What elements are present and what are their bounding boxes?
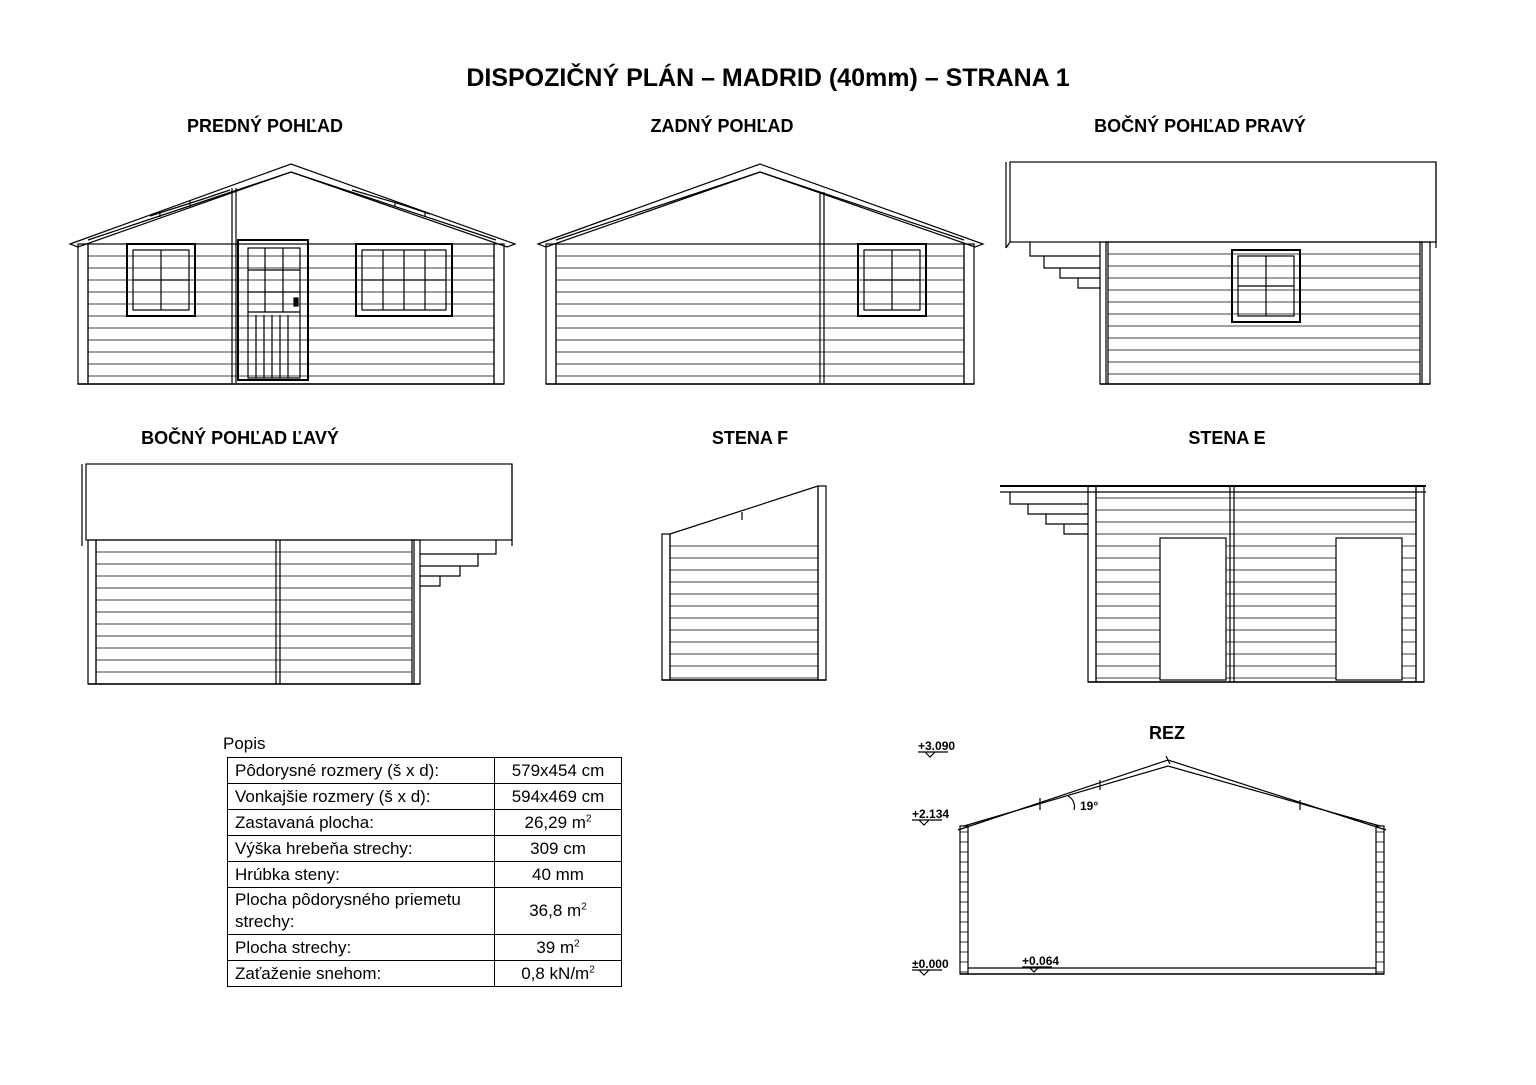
view-title-back: ZADNÝ POHĽAD bbox=[650, 116, 794, 136]
side-right-eave-steps bbox=[1030, 242, 1100, 288]
view-title-side-left: BOČNÝ POHĽAD ĽAVÝ bbox=[141, 428, 339, 448]
back-view-drawing bbox=[538, 164, 983, 384]
spec-key: Výška hrebeňa strechy: bbox=[228, 836, 495, 862]
spec-table bbox=[227, 757, 622, 987]
spec-key: Zaťaženie snehom: bbox=[228, 961, 495, 987]
side-right-window bbox=[1232, 250, 1300, 322]
spec-key: Plocha pôdorysného priemetu strechy: bbox=[228, 888, 495, 935]
level-markers bbox=[912, 752, 1052, 975]
spec-row bbox=[228, 888, 622, 935]
spec-key: Zastavaná plocha: bbox=[228, 810, 495, 836]
spec-key: Pôdorysné rozmery (š x d): bbox=[228, 758, 495, 784]
spec-row bbox=[228, 836, 622, 862]
front-view-drawing bbox=[70, 164, 515, 384]
spec-value: 36,8 $m^2$ bbox=[495, 888, 622, 935]
wall-e-opening-left bbox=[1160, 538, 1226, 680]
spec-row bbox=[228, 784, 622, 810]
level-eave: +2.134 bbox=[912, 807, 950, 821]
spec-value: 26,29 $m^2$ bbox=[495, 810, 622, 836]
wall-e-eave-steps bbox=[1010, 492, 1088, 534]
section-drawing bbox=[912, 752, 1386, 975]
back-window bbox=[858, 244, 926, 316]
side-left-eave-steps bbox=[420, 540, 496, 586]
wall-e-drawing bbox=[1000, 486, 1426, 682]
level-floor: +0.064 bbox=[1022, 954, 1060, 968]
view-title-side-right: BOČNÝ POHĽAD PRAVÝ bbox=[1094, 116, 1306, 136]
view-title-wall-e: STENA E bbox=[1188, 428, 1266, 448]
section-wall-logs bbox=[960, 832, 1384, 972]
front-window-left bbox=[127, 244, 195, 316]
spec-row bbox=[228, 862, 622, 888]
level-ground: ±0.000 bbox=[912, 957, 949, 971]
roof-angle-label: 19° bbox=[1080, 799, 1099, 813]
section-angle-arc bbox=[1068, 796, 1074, 810]
wall-f-logs bbox=[670, 546, 818, 678]
front-window-right bbox=[356, 244, 452, 316]
popis-label: Popis bbox=[223, 734, 266, 753]
page-title: DISPOZIČNÝ PLÁN – MADRID (40mm) – STRANA 1 bbox=[466, 64, 1070, 92]
level-ridge: +3.090 bbox=[918, 739, 956, 753]
wall-e-opening-right bbox=[1336, 538, 1402, 680]
view-title-wall-f: STENA F bbox=[711, 428, 789, 448]
view-title-section: REZ bbox=[1149, 723, 1185, 743]
front-door bbox=[238, 240, 308, 380]
spec-value: 309 cm bbox=[495, 836, 622, 862]
side-left-logs bbox=[96, 552, 412, 672]
side-left-view-drawing bbox=[82, 464, 512, 684]
spec-value: 579x454 cm bbox=[495, 758, 622, 784]
view-title-front: PREDNÝ POHĽAD bbox=[186, 116, 343, 136]
spec-key: Plocha strechy: bbox=[228, 935, 495, 961]
spec-value: 0,8 $kN/m^2$ bbox=[495, 961, 622, 987]
spec-key: Vonkajšie rozmery (š x d): bbox=[228, 784, 495, 810]
spec-value: 39 $m^2$ bbox=[495, 935, 622, 961]
spec-row bbox=[228, 758, 622, 784]
spec-value: 594x469 cm bbox=[495, 784, 622, 810]
wall-f-drawing bbox=[662, 486, 826, 680]
spec-row bbox=[228, 935, 622, 961]
spec-row bbox=[228, 961, 622, 987]
front-gable-trim bbox=[88, 172, 496, 383]
spec-key: Hrúbka steny: bbox=[228, 862, 495, 888]
spec-row bbox=[228, 810, 622, 836]
spec-value: 40 mm bbox=[495, 862, 622, 888]
side-right-logs bbox=[1108, 254, 1420, 374]
side-right-view-drawing bbox=[1006, 162, 1436, 384]
